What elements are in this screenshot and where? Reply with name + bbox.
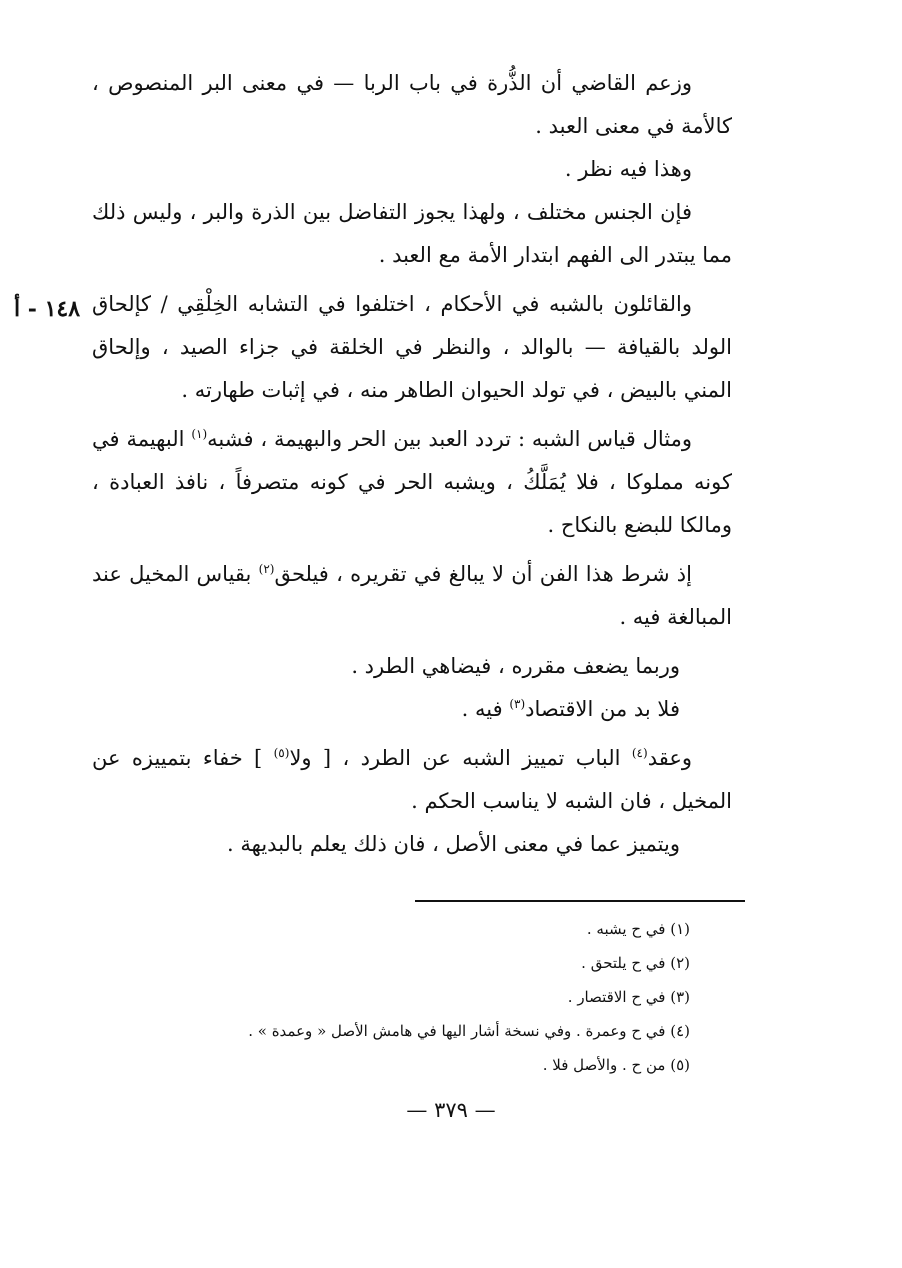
text-line: فإن الجنس مختلف ، ولهذا يجوز التفاضل بين الذرة والبر ، وليس (132, 200, 692, 224)
footnote-separator (415, 900, 745, 902)
text-line: فلا بد من الاقتصاد (525, 697, 680, 721)
paragraph-3 (92, 191, 732, 277)
text-line: وزعم القاضي أن الذُّرة في باب الربا — في معنى البر المنصوص ، (92, 71, 692, 95)
marginal-folio-note: ١٤٨ - أ (14, 296, 81, 322)
text-line: عند المبالغة فيه . (92, 562, 732, 629)
text-line: في كونه مملوكا ، فلا يُمَلَّكُ ، ويشبه الحر في كونه متصرفاً ، نافذ (92, 427, 732, 494)
paragraph-2 (92, 148, 732, 191)
text-line: البهيمة (126, 427, 192, 451)
footnote-ref: (٤) (631, 746, 648, 760)
text-line: وربما يضعف مقرره ، فيضاهي الطرد . (351, 654, 680, 678)
footnote-ref: (٣) (509, 697, 526, 711)
footnote-ref: (١) (191, 427, 208, 441)
main-text (92, 62, 732, 866)
paragraph-5 (92, 418, 732, 547)
text-line: الباب تمييز الشبه عن الطرد ، [ ولا (289, 746, 632, 770)
text-line: وإلحاق المني بالبيض ، في تولد الحيوان الطاهر منه ، في إثبات طهارته . (92, 335, 732, 402)
text-line: والقائلون بالشبه في الأحكام ، اختلفوا في التشابه الخِلْقِي / (160, 292, 692, 316)
text-line: كإلحاق الولد بالقيافة — بالوالد ، والنظر في الخلقة في جزاء الصيد ، (92, 292, 732, 359)
paragraph-7 (92, 645, 732, 688)
footnotes (150, 912, 690, 1082)
text-line: وهذا فيه نظر . (564, 157, 692, 181)
paragraph-8 (92, 688, 732, 731)
text-line: وعقد (647, 746, 693, 770)
footnote: (١) في ح يشبه . (586, 920, 690, 938)
text-line: ويتميز عما في معنى الأصل ، فان ذلك يعلم بالبديهة . (227, 832, 680, 856)
text-line: ومثال قياس الشبه : تردد العبد بين الحر والبهيمة ، فشبه (207, 427, 693, 451)
paragraph-1 (92, 62, 732, 148)
paragraph-9 (92, 737, 732, 823)
text-line: العبادة ، ومالكا للبضع بالنكاح . (92, 470, 732, 537)
text-line: بقياس المخيل (129, 562, 259, 586)
paragraph-6 (92, 553, 732, 639)
text-line: إذ شرط هذا الفن أن لا يبالغ في تقريره ، فيلحق (274, 562, 692, 586)
text-line: ذلك مما يبتدر الى الفهم ابتدار الأمة مع العبد . (92, 200, 732, 267)
footnote-ref: (٢) (258, 562, 275, 576)
footnote: (٣) في ح الاقتصار . (567, 988, 690, 1006)
text-line: ] خفاء بتمييزه عن (92, 746, 274, 770)
footnote-ref: (٥) (273, 746, 290, 760)
text-line: المخيل ، فان الشبه لا يناسب الحكم . (411, 789, 732, 813)
paragraph-10 (92, 823, 732, 866)
page-number: — ٣٧٩ — (406, 1098, 496, 1122)
paragraph-4 (92, 283, 732, 412)
footnote: (٢) في ح يلتحق . (581, 954, 690, 972)
text-line: كالأمة في معنى العبد . (535, 114, 732, 138)
text-line: فيه . (461, 697, 510, 721)
footnote: (٥) من ح . والأصل فلا . (542, 1056, 690, 1074)
footnote: (٤) في ح وعمرة . وفي نسخة أشار اليها في هامش الأصل « وعمدة » . (248, 1022, 690, 1040)
